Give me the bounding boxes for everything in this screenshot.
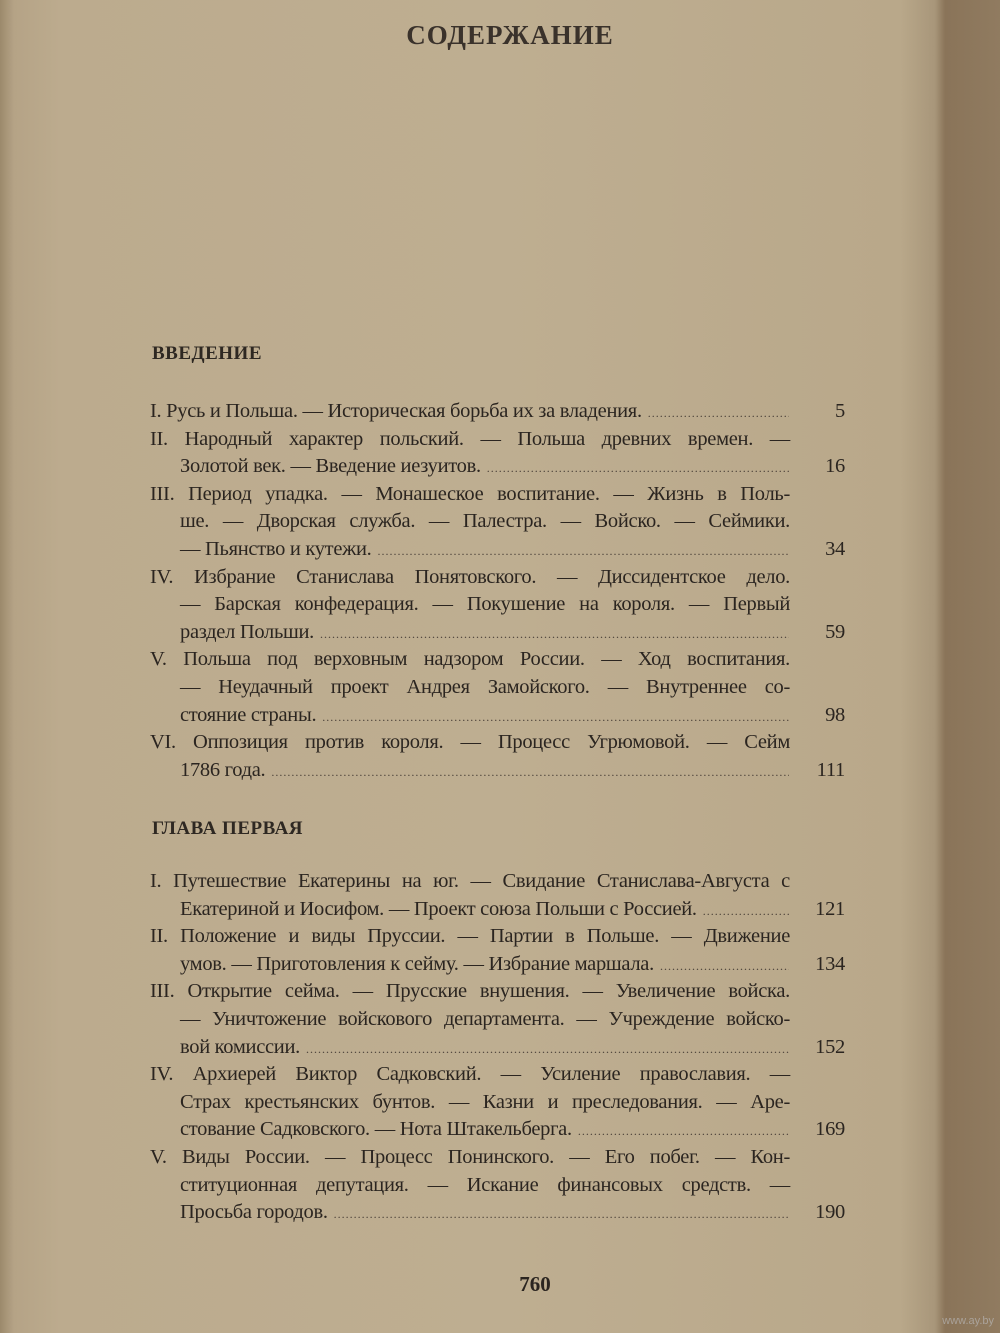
toc-line [150,978,845,1006]
toc-page-number: 190 [815,1201,845,1224]
toc-page-number: 152 [815,1035,845,1058]
toc-page-number: 134 [815,952,845,975]
toc-line [150,951,845,979]
dot-leader [306,1036,789,1064]
toc-line-text: — Неудачный проект Андрея Замойского. — Внутреннее со- [180,675,790,698]
toc-line-text: — Пьянство и кутежи. [180,537,372,560]
toc-entry [150,1144,845,1227]
dot-leader [703,898,789,926]
toc-line [150,508,845,536]
toc-page-number: 169 [815,1118,845,1141]
page-number: 760 [519,1272,551,1296]
toc-line-text: Просьба городов. [180,1201,328,1224]
toc-line-text: I. Русь и Польша. — Историческая борьба их за владения. [150,400,642,422]
toc-line-text: — Уничтожение войскового департамента. — Учреждение войско- [180,1007,790,1030]
toc-line [150,757,845,785]
section-heading-introduction: ВВЕДЕНИЕ [152,343,262,364]
toc-line [150,536,845,564]
toc-line [150,398,845,426]
toc-line [150,674,845,702]
toc-line [150,591,845,619]
toc-entry [150,426,845,481]
toc-line [150,1199,845,1227]
toc-line-text: — Барская конфедерация. — Покушение на короля. — Первый [180,593,790,616]
toc-entry [150,978,845,1061]
toc-line-text: II. Положение и виды Пруссии. — Партии в Польше. — Движение [150,925,790,948]
toc-line [150,646,845,674]
toc-line-text: Золотой век. — Введение иезуитов. [180,455,481,478]
toc-line-text: Страх крестьянских бунтов. — Казни и преследования. — Аре- [180,1090,790,1113]
toc-line [150,868,845,896]
toc-line [150,619,845,647]
toc-page-number: 98 [825,703,845,726]
toc-line [150,564,845,592]
toc-line [150,1061,845,1089]
toc-line-text: ше. — Дворская служба. — Палестра. — Войско. — Сеймики. [180,510,790,533]
toc-page-number: 5 [835,400,845,422]
watermark: www.ay.by [942,1315,994,1327]
toc-entry [150,646,845,729]
toc-line-text: VI. Оппозиция против короля. — Процесс Угрюмовой. — Сейм [150,731,790,754]
toc-page-number: 34 [825,537,845,560]
toc-line-text: раздел Польши. [180,620,315,643]
dot-leader [377,538,789,566]
toc-entry [150,923,845,978]
toc-line [150,1089,845,1117]
toc-line-text: V. Польша под верховным надзором России. — Ход воспитания. [150,648,790,671]
toc-line-text: III. Период упадка. — Монашеское воспитание. — Жизнь в Поль- [150,482,790,505]
toc-page-number: 111 [816,758,845,781]
toc-line [150,923,845,951]
toc-line-text: 1786 года. [180,758,266,781]
dot-leader [322,704,789,732]
dot-leader [334,1201,789,1229]
toc-line-text: стование Садковского. — Нота Штакельберга. [180,1118,572,1141]
toc-line-text: стояние страны. [180,703,317,726]
section-heading-chapter-one: ГЛАВА ПЕРВАЯ [152,818,304,839]
toc-line [150,702,845,730]
toc-line-text: Екатериной и Иосифом. — Проект союза Польши с Россией. [180,897,697,920]
toc-entry [150,1061,845,1144]
toc-section-chapter-one [150,868,845,1227]
toc-page-number: 121 [815,897,845,920]
toc-line-text: V. Виды России. — Процесс Понинского. — Его побег. — Кон- [150,1145,790,1168]
toc-line-text: IV. Избрание Станислава Понятовского. — Диссидентское дело. [150,565,790,588]
toc-line [150,896,845,924]
dot-leader [271,759,789,787]
dot-leader [487,455,789,483]
toc-entry [150,729,845,784]
toc-page-number: 59 [825,620,845,643]
toc-line-text: I. Путешествие Екатерины на юг. — Свидание Станислава-Августа с [150,870,790,892]
toc-line-text: III. Открытие сейма. — Прусские внушения. — Увеличение войска. [150,980,790,1003]
toc-entry [150,868,845,923]
page-title: СОДЕРЖАНИЕ [406,20,614,50]
toc-entry [150,564,845,647]
toc-line [150,426,845,454]
toc-line-text: IV. Архиерей Виктор Садковский. — Усиление православия. — [150,1063,790,1086]
toc-line-text: II. Народный характер польский. — Польша древних времен. — [150,427,790,450]
toc-line [150,481,845,509]
toc-line [150,1006,845,1034]
toc-line-text: умов. — Приготовления к сейму. — Избрание маршала. [180,952,654,975]
toc-line [150,1172,845,1200]
toc-line [150,729,845,757]
toc-line [150,453,845,481]
toc-line [150,1116,845,1144]
toc-entry [150,398,845,426]
toc-line-text: вой комиссии. [180,1035,300,1058]
dot-leader [648,400,789,428]
dot-leader [660,953,789,981]
toc-page-number: 16 [825,455,845,478]
dot-leader [320,621,789,649]
toc-line [150,1144,845,1172]
dot-leader [578,1118,789,1146]
toc-section-introduction [150,398,845,784]
toc-line [150,1034,845,1062]
toc-line-text: ституционная депутация. — Искание финансовых средств. — [180,1173,790,1196]
toc-entry [150,481,845,564]
